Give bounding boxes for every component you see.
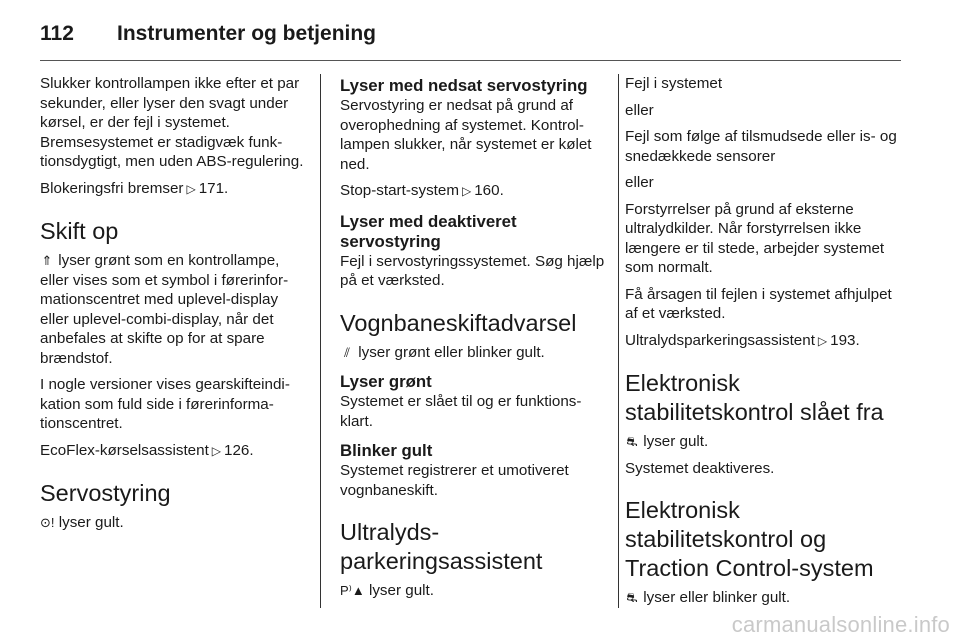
heading-skift-op: Skift op [40, 218, 119, 244]
sensor-paragraph: Fejl som følge af tilsmudsede eller is- og snedækkede sensorer [625, 128, 897, 165]
stop-start-text: Stop-start-system [340, 182, 459, 199]
ultra-paragraph [340, 581, 608, 601]
fejl-paragraph: Fejl i systemet [625, 75, 723, 92]
esc-off-icon: ⛐ [626, 434, 638, 449]
heading-ultralyds-parkeringsassistent: Ultralydsparkeringsassistent [340, 519, 543, 574]
esc-traction-icon: ⛐ [626, 590, 638, 605]
repair-paragraph: Få årsagen til fejlen i systemet afhjulpet af et værksted. [625, 285, 892, 322]
eco-reference-page[interactable]: 126. [224, 441, 254, 459]
ultra-reference-page[interactable]: 193. [830, 331, 860, 349]
gront-paragraph: Systemet er slået til og er funktionsklart. [340, 393, 582, 430]
page-header [40, 12, 920, 56]
ultra-text: lyser gult. [368, 582, 434, 599]
heading-lyser-gront: Lyser grønt [340, 372, 432, 391]
abs-reference-page[interactable]: 171. [198, 179, 229, 197]
steering-warning-icon: ⊙! [40, 515, 55, 530]
lane-change-icon: ⫽ [344, 344, 350, 360]
abs-paragraph: Slukker kontrollampen ikke efter et par sekunder, eller lyser den svagt under kørsel, er der fejl i systemet. Bremsesystemet er stadigvæk funktionsdygtigt, men uden ABS-regulering. [40, 75, 304, 170]
nedsat-paragraph: Servostyring er nedsat på grund af overophedning af systemet. Kontrollampen slukker, når systemet er kølet ned. [340, 97, 592, 173]
vogn-paragraph [340, 343, 608, 363]
esc-off-paragraph-1 [625, 432, 905, 452]
heading-deaktiveret-servostyring: Lyser med deaktiveret servostyring [340, 211, 517, 251]
heading-esc-traction: Elektronisk stabilitetskontrol og Traction Control-system [625, 497, 874, 581]
esc-off-paragraph-2: Systemet deaktiveres. [625, 459, 775, 477]
column-2 [340, 74, 608, 608]
column-3 [625, 74, 905, 615]
servo-text: lyser gult. [58, 514, 124, 531]
deakt-paragraph: Fejl i servostyringssystemet. Søg hjælp på et værksted. [340, 252, 605, 289]
page-title: Instrumenter og betjening [117, 22, 377, 45]
upshift-arrow-icon: ⇑ [41, 253, 53, 268]
column-1 [40, 74, 308, 540]
or-1: eller [625, 101, 654, 119]
skift-paragraph-2: I nogle versioner vises gearskifteindikation som fuld side i førerinformationscentret. [40, 376, 290, 432]
page-reference-arrow-icon: ▷ [817, 333, 828, 348]
column-divider-2 [618, 74, 619, 608]
interference-paragraph: Forstyrrelser på grund af eksterne ultralydkilder. Når forstyrrelsen ikke længere er til stede, arbejder systemet som normalt. [625, 200, 885, 276]
heading-servostyring: Servostyring [40, 480, 171, 506]
servo-paragraph [40, 513, 308, 533]
esc-tc-paragraph [625, 588, 905, 608]
heading-blinker-gult: Blinker gult [340, 441, 433, 460]
esc-off-text: lyser gult. [643, 433, 709, 450]
heading-vognbaneskiftadvarsel: Vognbaneskiftadvarsel [340, 309, 577, 336]
ultra-reference [625, 331, 905, 352]
heading-nedsat-servostyring: Lyser med nedsat servostyring [340, 76, 588, 95]
watermark: carmanualsonline.info [731, 612, 950, 637]
header-rule [40, 60, 901, 61]
skift-text-1: lyser grønt som en kontrollampe, eller vises som et symbol i førerinformationscentret med uplevel-display eller uplevel-combi-display, når det anbefales at skifte op for at spare brændstof. [40, 252, 289, 367]
page-reference-arrow-icon: ▷ [211, 443, 222, 458]
abs-reference [40, 179, 308, 200]
or-2: eller [625, 174, 654, 191]
page-reference-arrow-icon: ▷ [462, 184, 472, 198]
eco-reference-text: EcoFlex-kørselsassistent [40, 441, 209, 459]
parking-sensor-icon: P⁾▲ [340, 583, 365, 598]
stop-start-page[interactable]: 160. [474, 182, 504, 199]
page-number: 112 [40, 22, 74, 45]
column-divider-1 [320, 74, 321, 608]
stop-start-reference [340, 181, 608, 202]
abs-reference-text: Blokeringsfri bremser [40, 179, 184, 197]
ultra-reference-text: Ultralydsparkeringsassistent [625, 331, 815, 349]
gult-paragraph: Systemet registrerer et umotiveret vognbaneskift. [340, 462, 569, 499]
vogn-text: lyser grønt eller blinker gult. [358, 343, 545, 361]
skift-paragraph-1 [40, 251, 308, 368]
heading-esc-off: Elektronisk stabilitetskontrol slået fra [625, 370, 884, 425]
eco-reference [40, 441, 308, 462]
esc-tc-text: lyser eller blinker gult. [643, 589, 791, 606]
page-reference-arrow-icon: ▷ [186, 181, 196, 196]
